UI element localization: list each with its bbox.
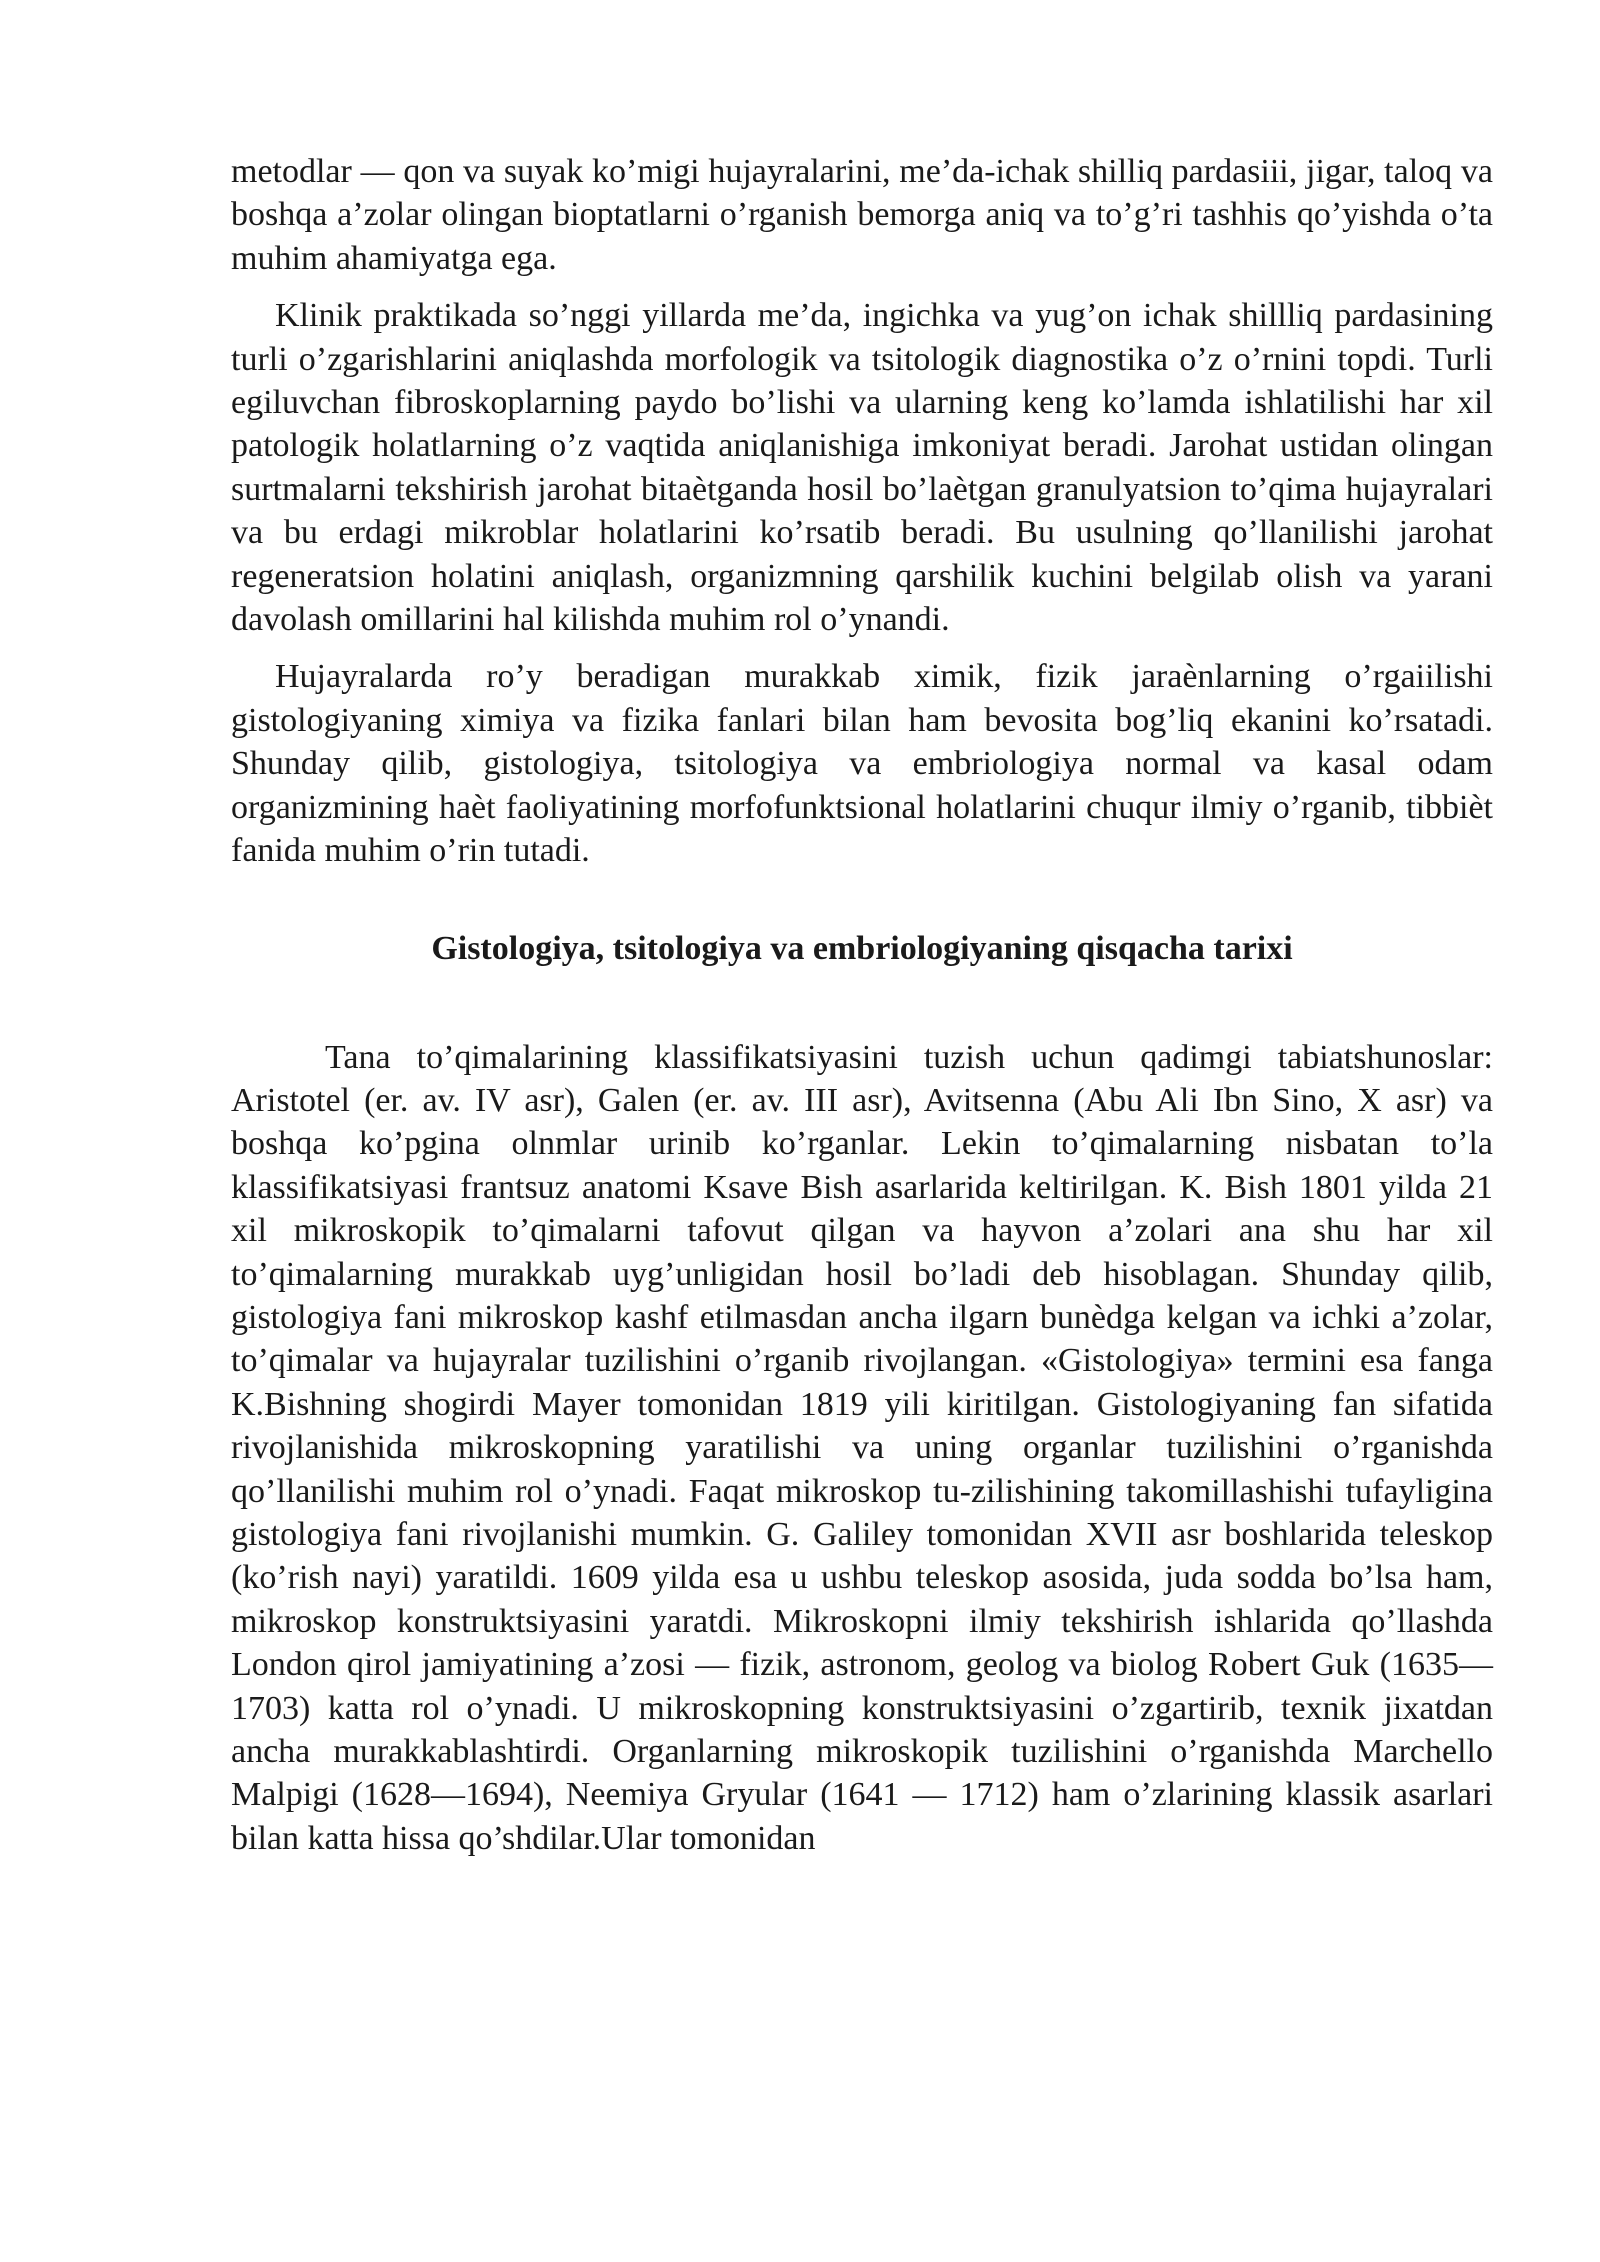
document-page — [231, 150, 1493, 1874]
paragraph-methods-continued: metodlar — qon va suyak ko’migi hujayralarini, me’da-ichak shilliq pardasiii, jigar, taloq va boshqa a’zolar olingan bioptatlarni o’rganish bemorga aniq va to’g’ri tashhis qo’yishda o’ta muhim ahamiyatga ega. — [231, 153, 1493, 277]
paragraph-cell-processes: Hujayralarda ro’y beradigan murakkab ximik, fizik jaraènlarning o’rgaiilishi gistologiyaning ximiya va fizika fanlari bilan ham bevosita bog’liq ekanini ko’rsatadi. Shunday qilib, gistologiya, tsitologiya va embriologiya normal va kasal odam organizmining haèt faoliyatining morfofunktsional holatlarini chuqur ilmiy o’rganib, tibbièt fanida muhim o’rin tutadi. — [231, 658, 1493, 870]
paragraph-history: Tana to’qimalarining klassifikatsiyasini tuzish uchun qadimgi tabiatshunoslar: Aristotel (er. av. IV asr), Galen (er. av. III asr), Avitsenna (Abu Ali Ibn Sino, X asr) va boshqa ko’pgina olnmlar urinib ko’rganlar. Lekin to’qimalarning nisbatan to’la klassifikatsiyasi frantsuz anatomi Ksave Bish asarlarida keltirilgan. K. Bish 1801 yilda 21 xil mikroskopik to’qimalarni tafovut qilgan va hayvon a’zolari ana shu har xil to’qimalarning murakkab uyg’unligidan hosil bo’ladi deb hisoblagan. Shunday qilib, gistologiya fani mikroskop kashf etilmasdan ancha ilgarn bunèdga kelgan va ichki a’zolar, to’qimalar va hujayralar tuzilishini o’rganib rivojlangan. «Gistologiya» termini esa fanga K.Bishning shogirdi Mayer tomonidan 1819 yili kiritilgan. Gistologiyaning fan sifatida rivojlanishida mikroskopning yaratilishi va uning organlar tuzilishini o’rganishda qo’llanilishi muhim rol o’ynadi. Faqat mikroskop tu-zilishining takomillashishi tufayligina gistologiya fani rivojlanishi mumkin. G. Galiley tomonidan XVII asr boshlarida teleskop (ko’rish nayi) yaratildi. 1609 yilda esa u ushbu teleskop asosida, juda sodda bo’lsa ham, mikroskop konstruktsiyasini yaratdi. Mikroskopni ilmiy tekshirish ishlarida qo’llashda London qirol jamiyatining a’zosi — fizik, astronom, geolog va biolog Robert Guk (1635—1703) katta rol o’ynadi. U mikroskopning konstruktsiyasini o’zgartirib, texnik jixatdan ancha murakkablashtirdi. Organlarning mikroskopik tuzilishini o’rganishda Marchello Malpigi (1628—1694), Neemiya Gryular (1641 — 1712) ham o’zlarining klassik asarlari bilan katta hissa qo’shdilar.Ular tomonidan — [231, 1038, 1493, 1857]
paragraph-clinical-practice: Klinik praktikada so’nggi yillarda me’da, ingichka va yug’on ichak shillliq pardasining turli o’zgarishlarini aniqlashda morfologik va tsitologik diagnostika o’z o’rnini topdi. Turli egiluvchan fibroskoplarning paydo bo’lishi va ularning keng ko’lamda ishlatilishi har xil patologik holatlarning o’z vaqtida aniqlanishiga imkoniyat beradi. Jarohat ustidan olingan surtmalarni tekshirish jarohat bitaètganda hosil bo’laètgan granulyatsion to’qima hujayralari va bu erdagi mikroblar holatlarini ko’rsatib beradi. Bu usulning qo’llanilishi jarohat regeneratsion holatini aniqlash, organizmning qarshilik kuchini belgilab olish va yarani davolash omillarini hal kilishda muhim rol o’ynandi. — [231, 297, 1493, 639]
section-heading: Gistologiya, tsitologiya va embriologiyaning qisqacha tarixi — [431, 929, 1293, 967]
